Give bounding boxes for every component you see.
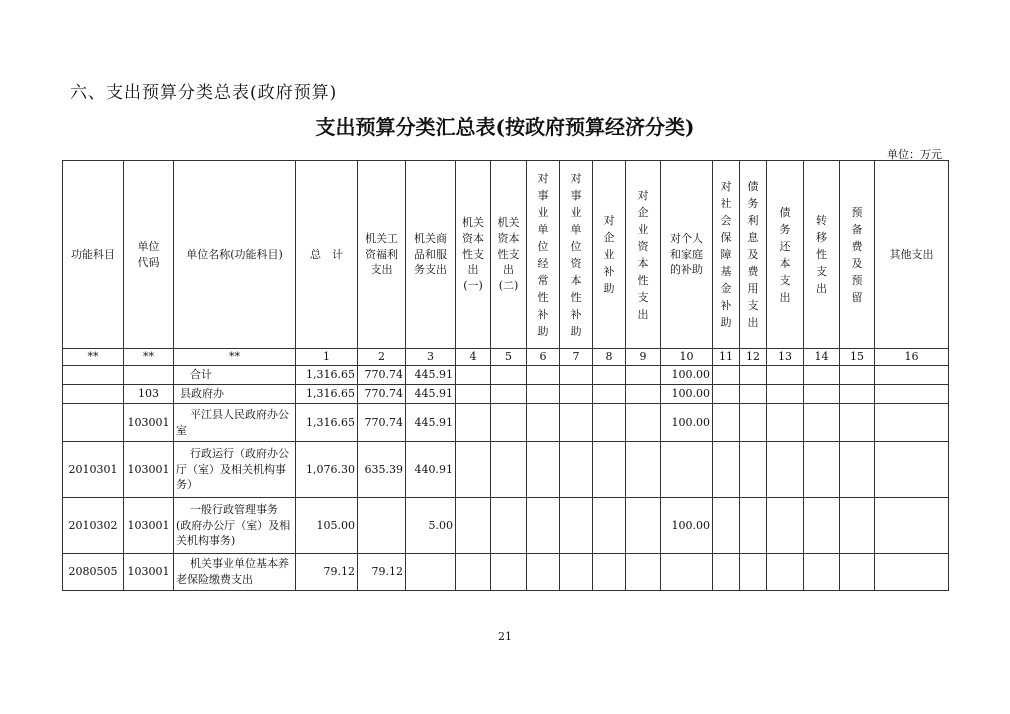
unit-code-cell: 103001 bbox=[124, 498, 174, 554]
unit-code-cell: 103001 bbox=[124, 442, 174, 498]
header-col-10: 对个人和家庭的补助 bbox=[661, 161, 713, 349]
index-cell: 4 bbox=[456, 349, 491, 366]
index-cell: 14 bbox=[804, 349, 840, 366]
func-code-cell bbox=[63, 385, 124, 404]
total-cell: 105.00 bbox=[296, 498, 358, 554]
func-code-cell bbox=[63, 404, 124, 442]
unit-code-cell: 103001 bbox=[124, 554, 174, 591]
total-cell: 1,316.65 bbox=[296, 404, 358, 442]
index-cell: 7 bbox=[560, 349, 593, 366]
table-row bbox=[63, 366, 949, 385]
index-cell: 12 bbox=[740, 349, 767, 366]
header-col-7: 对事业单位资本性补助 bbox=[560, 161, 593, 349]
unit-name-cell: 合计 bbox=[174, 366, 296, 385]
index-cell: 5 bbox=[491, 349, 527, 366]
col-2-cell bbox=[358, 498, 406, 554]
table-title: 支出预算分类汇总表(按政府预算经济分类) bbox=[315, 115, 695, 139]
budget-table bbox=[62, 160, 949, 591]
col-2-cell: 770.74 bbox=[358, 366, 406, 385]
header-row bbox=[63, 161, 949, 349]
header-col-4: 机关资本性支出(一) bbox=[456, 161, 491, 349]
table-row bbox=[63, 442, 949, 498]
header-col-12: 债务利息及费用支出 bbox=[740, 161, 767, 349]
index-cell: 3 bbox=[406, 349, 456, 366]
header-col-13: 债务还本支出 bbox=[767, 161, 804, 349]
unit-note: 单位：万元 bbox=[887, 148, 942, 161]
section-title: 六、支出预算分类总表(政府预算) bbox=[70, 83, 338, 103]
unit-code-cell: 103 bbox=[124, 385, 174, 404]
index-cell: 8 bbox=[593, 349, 626, 366]
index-cell: 15 bbox=[840, 349, 875, 366]
index-cell: 1 bbox=[296, 349, 358, 366]
index-cell: 9 bbox=[626, 349, 661, 366]
header-col-11: 对社会保障基金补助 bbox=[713, 161, 740, 349]
header-func: 功能科目 bbox=[63, 161, 124, 349]
unit-name-cell: 一般行政管理事务(政府办公厅（室）及相关机构事务) bbox=[174, 498, 296, 554]
total-cell: 1,076.30 bbox=[296, 442, 358, 498]
func-code-cell: 2010301 bbox=[63, 442, 124, 498]
header-col-5: 机关资本性支出(二) bbox=[491, 161, 527, 349]
header-col-15: 预备费及预留 bbox=[840, 161, 875, 349]
header-col-9: 对企业资本性支出 bbox=[626, 161, 661, 349]
total-cell: 79.12 bbox=[296, 554, 358, 591]
table-row bbox=[63, 385, 949, 404]
col-3-cell: 440.91 bbox=[406, 442, 456, 498]
col-10-cell: 100.00 bbox=[661, 498, 713, 554]
func-code-cell: 2080505 bbox=[63, 554, 124, 591]
func-code-cell bbox=[63, 366, 124, 385]
index-row bbox=[63, 349, 949, 366]
col-3-cell: 445.91 bbox=[406, 385, 456, 404]
header-col-14: 转移性支出 bbox=[804, 161, 840, 349]
col-2-cell: 770.74 bbox=[358, 385, 406, 404]
index-cell: 13 bbox=[767, 349, 804, 366]
col-3-cell: 5.00 bbox=[406, 498, 456, 554]
page-number: 21 bbox=[498, 630, 512, 643]
col-10-cell bbox=[661, 554, 713, 591]
table-row bbox=[63, 404, 949, 442]
col-2-cell: 770.74 bbox=[358, 404, 406, 442]
table-row bbox=[63, 498, 949, 554]
col-2-cell: 79.12 bbox=[358, 554, 406, 591]
index-cell: 6 bbox=[527, 349, 560, 366]
func-code-cell: 2010302 bbox=[63, 498, 124, 554]
unit-name-cell: 平江县人民政府办公室 bbox=[174, 404, 296, 442]
total-cell: 1,316.65 bbox=[296, 366, 358, 385]
unit-code-cell bbox=[124, 366, 174, 385]
index-cell: 10 bbox=[661, 349, 713, 366]
header-unit-code: 单位代码 bbox=[124, 161, 174, 349]
unit-code-cell: 103001 bbox=[124, 404, 174, 442]
index-cell: ** bbox=[124, 349, 174, 366]
header-col-2: 机关工资福利支出 bbox=[358, 161, 406, 349]
col-2-cell: 635.39 bbox=[358, 442, 406, 498]
index-cell: 11 bbox=[713, 349, 740, 366]
col-10-cell: 100.00 bbox=[661, 385, 713, 404]
unit-name-cell: 机关事业单位基本养老保险缴费支出 bbox=[174, 554, 296, 591]
col-10-cell: 100.00 bbox=[661, 404, 713, 442]
index-cell: ** bbox=[63, 349, 124, 366]
table-row bbox=[63, 554, 949, 591]
index-cell: ** bbox=[174, 349, 296, 366]
col-10-cell bbox=[661, 442, 713, 498]
index-cell: 16 bbox=[875, 349, 949, 366]
total-cell: 1,316.65 bbox=[296, 385, 358, 404]
unit-name-cell: 县政府办 bbox=[174, 385, 296, 404]
header-total: 总 计 bbox=[296, 161, 358, 349]
col-10-cell: 100.00 bbox=[661, 366, 713, 385]
header-unit-name: 单位名称(功能科目) bbox=[174, 161, 296, 349]
header-col-3: 机关商品和服务支出 bbox=[406, 161, 456, 349]
unit-name-cell: 行政运行（政府办公厅（室）及相关机构事务） bbox=[174, 442, 296, 498]
index-cell: 2 bbox=[358, 349, 406, 366]
header-col-16: 其他支出 bbox=[875, 161, 949, 349]
header-col-6: 对事业单位经常性补助 bbox=[527, 161, 560, 349]
header-col-8: 对企业补助 bbox=[593, 161, 626, 349]
col-3-cell: 445.91 bbox=[406, 404, 456, 442]
col-3-cell bbox=[406, 554, 456, 591]
col-3-cell: 445.91 bbox=[406, 366, 456, 385]
